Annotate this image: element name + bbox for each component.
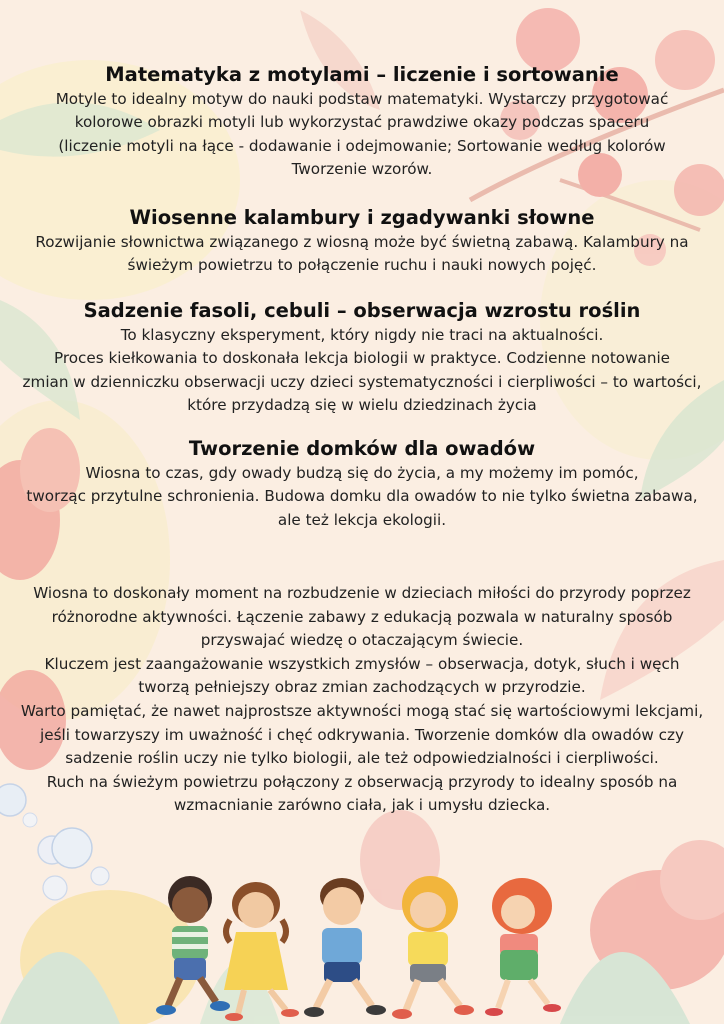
section-spring-charades — [0, 205, 724, 278]
child-4 — [392, 876, 474, 1019]
summary-line: przyswajać wiedzę o otaczającym świecie. — [200, 631, 524, 650]
summary-paragraph — [0, 582, 724, 818]
summary-line: jeśli towarzyszy im uważność i chęć odkrywania. Tworzenie domków dla owadów czy — [40, 725, 684, 744]
child-5 — [485, 878, 561, 1016]
section-line: kolorowe obrazki motyli lub wykorzystać prawdziwe okazy podczas spaceru — [74, 113, 650, 132]
section-line: ale też lekcja ekologii. — [277, 510, 447, 529]
section-line: To klasyczny eksperyment, który nigdy nie traci na aktualności. — [120, 326, 604, 344]
running-children-illustration — [130, 860, 590, 1024]
summary-line: Wiosna to doskonały moment na rozbudzenie w dzieciach miłości do przyrody poprzez — [33, 584, 691, 602]
summary-line: Ruch na świeżym powietrzu połączony z obserwacją przyrody to idealny sposób na — [46, 772, 678, 791]
section-planting-beans — [0, 298, 724, 418]
section-line: które przydadzą się w wielu dziedzinach życia — [187, 396, 537, 415]
summary-line: wzmacnianie zarówno ciała, jak i umysłu dziecka. — [173, 796, 551, 815]
summary-line: różnorodne aktywności. Łączenie zabawy z edukacją pozwala w naturalny sposób — [51, 607, 673, 626]
summary-line: Warto pamiętać, że nawet najprostsze aktywności mogą stać się wartościowymi lekcjami, — [20, 701, 704, 720]
section-line: zmian w dzienniczku obserwacji uczy dzieci systematyczności i cierpliwości – to wartości, — [22, 372, 702, 391]
section-line: świeżym powietrzu to połączenie ruchu i nauki nowych pojęć. — [127, 256, 597, 275]
child-3 — [304, 878, 386, 1017]
section-butterfly-math — [0, 62, 724, 182]
child-2 — [224, 882, 299, 1021]
section-title: Sadzenie fasoli, cebuli – obserwacja wzrostu roślin — [83, 299, 641, 322]
section-line: Proces kiełkowania to doskonała lekcja biologii w praktyce. Codzienne notowanie — [53, 349, 671, 368]
summary-line: tworzą pełniejszy obraz zmian zachodzących w przyrodzie. — [138, 678, 586, 697]
section-line: Wiosna to czas, gdy owady budzą się do życia, a my możemy im pomóc, — [85, 464, 639, 482]
section-title: Matematyka z motylami – liczenie i sortowanie — [105, 63, 619, 86]
section-insect-houses — [0, 436, 724, 532]
section-line: Motyle to idealny motyw do nauki podstaw matematyki. Wystarczy przygotować — [55, 90, 669, 108]
summary-line: Kluczem jest zaangażowanie wszystkich zmysłów – obserwacja, dotyk, słuch i węch — [44, 654, 680, 673]
section-title: Wiosenne kalambury i zgadywanki słowne — [129, 206, 595, 229]
child-1 — [156, 876, 230, 1015]
section-line: Tworzenie wzorów. — [291, 160, 433, 179]
section-line: Rozwijanie słownictwa związanego z wiosną może być świetną zabawą. Kalambury na — [35, 233, 689, 251]
section-line: (liczenie motyli na łące - dodawanie i odejmowanie; Sortowanie według kolorów — [58, 136, 666, 155]
section-title: Tworzenie domków dla owadów — [188, 437, 536, 460]
summary-line: sadzenie roślin uczy nie tylko biologii, ale też odpowiedzialności i cierpliwości. — [65, 749, 659, 768]
section-line: tworząc przytulne schronienia. Budowa domku dla owadów to nie tylko świetna zabawa, — [26, 487, 698, 506]
